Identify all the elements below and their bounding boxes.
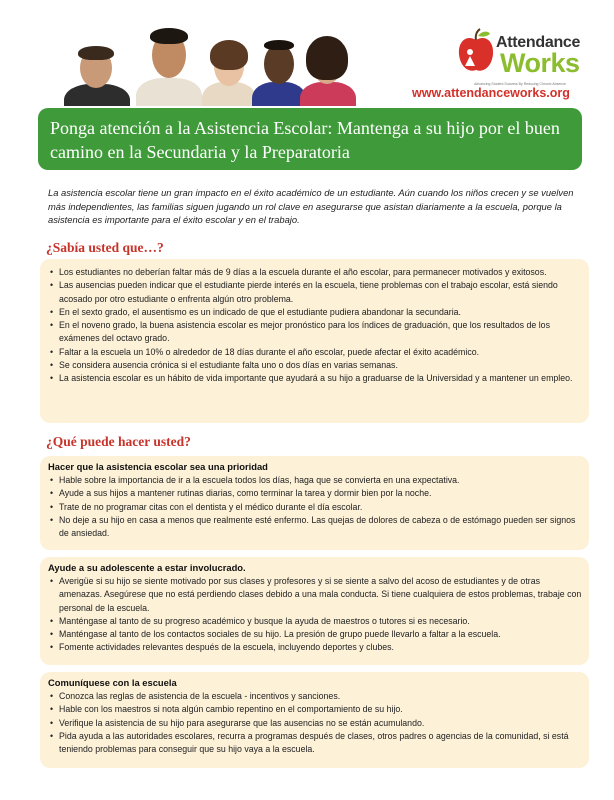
did-you-know-box bbox=[40, 259, 589, 423]
list-item: • En el sexto grado, el ausentismo es un indicado de que el estudiante pudiera abandonar la secundaria. bbox=[48, 306, 584, 319]
group-title: Hacer que la asistencia escolar sea una prioridad bbox=[48, 461, 268, 472]
section-heading-what-can-you-do: ¿Qué puede hacer usted? bbox=[46, 434, 191, 449]
communication-list bbox=[48, 690, 584, 756]
list-item: • Ayude a sus hijos a mantener rutinas diarias, como terminar la tarea y dormir bien por la noche. bbox=[48, 487, 584, 500]
students-photo bbox=[62, 14, 357, 106]
list-item: • No deje a su hijo en casa a menos que realmente esté enfermo. Las quejas de dolores de cabeza o de estómago pueden ser signos de ansiedad. bbox=[48, 514, 584, 541]
list-item: • Averigüe si su hijo se siente motivado por sus clases y profesores y si se siente a salvo del acoso de estudiantes y de otras amenazas. Asegúrese que no está perdiendo clases debido a una mala conducta. Si tiene cualquiera de estos problemas, trabaje con personal de la escuela. bbox=[48, 575, 584, 615]
list-item: • Pida ayuda a las autoridades escolares, recurra a programas después de clases, otros padres o agencias de la comunidad, si está teniendo problemas para conseguir que su hijo vaya a la escuela. bbox=[48, 730, 584, 757]
list-item: • Manténgase al tanto de su progreso académico y busque la ayuda de maestros o tutores si es necesario. bbox=[48, 615, 584, 628]
list-item: • Faltar a la escuela un 10% o alrededor de 18 días durante el año escolar, puede afectar el éxito académico. bbox=[48, 346, 584, 359]
priority-list bbox=[48, 474, 584, 540]
list-item: • Manténgase al tanto de los contactos sociales de su hijo. La presión de grupo puede llevarlo a faltar a la escuela. bbox=[48, 628, 584, 641]
did-you-know-list bbox=[48, 266, 584, 386]
section-heading-did-you-know: ¿Sabía usted que…? bbox=[46, 240, 164, 255]
list-item: • Hable con los maestros si nota algún cambio repentino en el comportamiento de su hijo. bbox=[48, 703, 584, 716]
group-title: Comuníquese con la escuela bbox=[48, 677, 177, 688]
priority-box bbox=[40, 456, 589, 550]
list-item: • Conozca las reglas de asistencia de la escuela - incentivos y sanciones. bbox=[48, 690, 584, 703]
communication-box bbox=[40, 672, 589, 768]
list-item: • La asistencia escolar es un hábito de vida importante que ayudará a su hijo a graduarse de la Universidad y a mantener un empleo. bbox=[48, 372, 584, 385]
list-item: • Verifique la asistencia de su hijo para asegurarse que las ausencias no se están acumulando. bbox=[48, 717, 584, 730]
logo-word-attendance: Attendance bbox=[496, 34, 581, 51]
apple-icon bbox=[456, 28, 496, 74]
group-title: Ayude a su adolescente a estar involucrado. bbox=[48, 562, 246, 573]
intro-paragraph: La asistencia escolar tiene un gran impacto en el éxito académico de un estudiante. Aún cuando los niños crecen y se vuelven más independientes, las familias siguen jugando un rol clave en asegurarse que asistan diariamente a la escuela, porque la asistencia es importante para el éxito escolar y en el trabajo. bbox=[48, 187, 574, 226]
list-item: • Los estudiantes no deberían faltar más de 9 días a la escuela durante el año escolar, para permanecer motivados y exitosos. bbox=[48, 266, 584, 279]
list-item: • Hable sobre la importancia de ir a la escuela todos los días, haga que se convierta en una expectativa. bbox=[48, 474, 584, 487]
list-item: • Fomente actividades relevantes después de la escuela, incluyendo deportes y clubes. bbox=[48, 641, 584, 654]
title-banner bbox=[38, 108, 582, 170]
involvement-list bbox=[48, 575, 584, 655]
website-url[interactable]: www.attendanceworks.org bbox=[412, 86, 570, 100]
list-item: • Se considera ausencia crónica si el estudiante falta uno o dos días en varias semanas. bbox=[48, 359, 584, 372]
list-item: • Trate de no programar citas con el dentista y el médico durante el día escolar. bbox=[48, 501, 584, 514]
list-item: • En el noveno grado, la buena asistencia escolar es mejor pronóstico para los índices de graduación, que los resultados de los exámenes del octavo grado. bbox=[48, 319, 584, 346]
involvement-box bbox=[40, 557, 589, 665]
logo-tagline: Advancing Student Success By Reducing Chronic Absence bbox=[474, 82, 566, 86]
list-item: • Las ausencias pueden indicar que el estudiante pierde interés en la escuela, tiene problemas con el trabajo escolar, está siendo acosado por otro estudiante o enfrenta algún otro problema. bbox=[48, 279, 584, 306]
page-title: Ponga atención a la Asistencia Escolar: Mantenga a su hijo por el buen camino en la Secundaria y la Preparatoria bbox=[50, 118, 560, 162]
logo-word-works: Works bbox=[500, 48, 580, 78]
